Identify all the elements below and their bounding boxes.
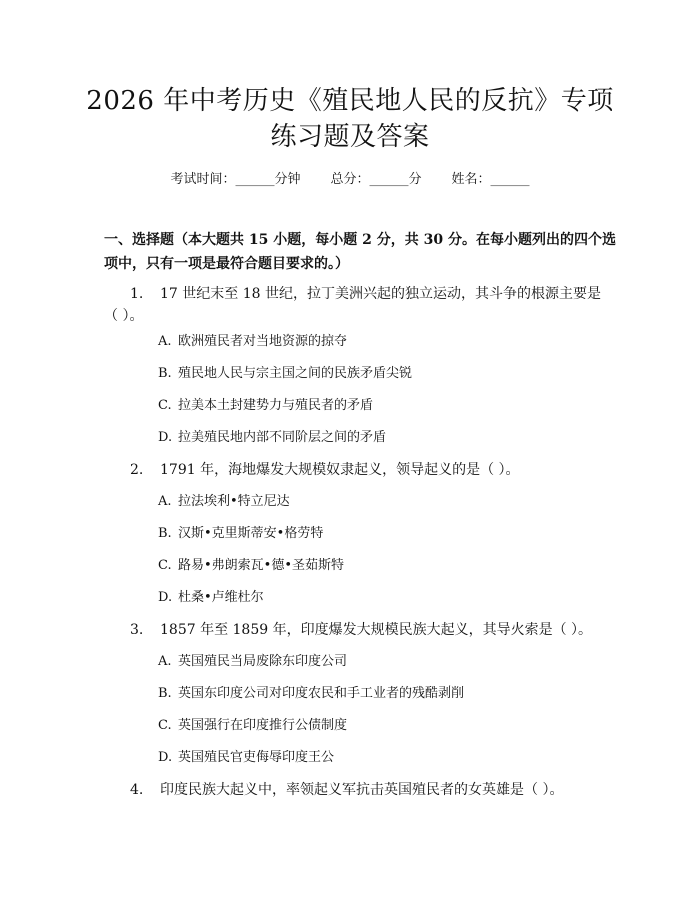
- option-text: 路易•弗朗索瓦•德•圣茹斯特: [178, 558, 345, 573]
- exam-meta: [0, 168, 700, 187]
- question-1-text: 17 世纪末至 18 世纪，拉丁美洲兴起的独立运动，其斗争的根源主要是: [160, 286, 601, 302]
- exam-score: 总分：______分: [330, 172, 422, 187]
- question-3-option-b: [158, 684, 464, 704]
- question-4-text: 印度民族大起义中，率领起义军抗击英国殖民者的女英雄是（ ）。: [160, 782, 564, 798]
- option-text: 汉斯•克里斯蒂安•格劳特: [178, 526, 324, 541]
- option-letter: A.: [158, 334, 172, 349]
- question-3-line1: [104, 618, 624, 642]
- document-title-line2: 练习题及答案: [270, 122, 430, 152]
- question-1-option-a: [158, 332, 347, 352]
- question-3-option-d: [158, 748, 334, 768]
- question-4-line1: [104, 778, 624, 802]
- exam-time: 考试时间：______分钟: [170, 172, 301, 187]
- question-1-option-c: [158, 396, 373, 416]
- question-2-option-c: [158, 556, 344, 576]
- document-title-line1: 2026 年中考历史《殖民地人民的反抗》专项: [86, 86, 614, 116]
- option-text: 杜桑•卢维杜尔: [178, 590, 264, 605]
- option-text: 英国殖民官吏侮辱印度王公: [178, 750, 335, 765]
- option-letter: C.: [158, 558, 172, 573]
- question-3-option-a: [158, 652, 347, 672]
- question-1-line1: [104, 282, 624, 306]
- option-letter: A.: [158, 494, 172, 509]
- option-letter: C.: [158, 398, 172, 413]
- question-2-option-d: [158, 588, 264, 608]
- question-1-line2: （ ）。: [104, 308, 144, 324]
- question-2-option-a: [158, 492, 290, 512]
- option-text: 英国强行在印度推行公债制度: [178, 718, 348, 733]
- question-3-option-c: [158, 716, 347, 736]
- question-4-number: 4.: [130, 782, 144, 798]
- question-2-text: 1791 年，海地爆发大规模奴隶起义，领导起义的是（ ）。: [160, 462, 520, 478]
- option-text: 英国殖民当局废除东印度公司: [178, 654, 348, 669]
- option-letter: D.: [158, 750, 173, 765]
- exam-name: 姓名：______: [451, 172, 530, 187]
- question-3-number: 3.: [130, 622, 144, 638]
- option-letter: C.: [158, 718, 172, 733]
- option-letter: B.: [158, 366, 172, 381]
- option-letter: A.: [158, 654, 172, 669]
- option-text: 拉法埃利•特立尼达: [178, 494, 290, 509]
- option-letter: D.: [158, 430, 173, 445]
- option-text: 英国东印度公司对印度农民和手工业者的残酷剥削: [178, 686, 465, 701]
- option-text: 欧洲殖民者对当地资源的掠夺: [178, 334, 348, 349]
- option-text: 拉美本土封建势力与殖民者的矛盾: [178, 398, 374, 413]
- question-1-option-d: [158, 428, 386, 448]
- option-letter: B.: [158, 686, 172, 701]
- option-letter: B.: [158, 526, 172, 541]
- question-1-number: 1.: [130, 286, 144, 302]
- option-letter: D.: [158, 590, 173, 605]
- option-text: 殖民地人民与宗主国之间的民族矛盾尖锐: [178, 366, 413, 381]
- question-2-line1: [104, 458, 624, 482]
- question-3-text: 1857 年至 1859 年，印度爆发大规模民族大起义，其导火索是（ ）。: [160, 622, 593, 638]
- section-heading-line2: 项中，只有一项是最符合题目要求的。）: [104, 256, 349, 272]
- option-text: 拉美殖民地内部不同阶层之间的矛盾: [178, 430, 387, 445]
- question-2-number: 2.: [130, 462, 144, 478]
- section-heading-line1: 一、选择题（本大题共 15 小题，每小题 2 分，共 30 分。在每小题列出的四个选: [104, 232, 616, 248]
- question-1-option-b: [158, 364, 412, 384]
- question-2-option-b: [158, 524, 323, 544]
